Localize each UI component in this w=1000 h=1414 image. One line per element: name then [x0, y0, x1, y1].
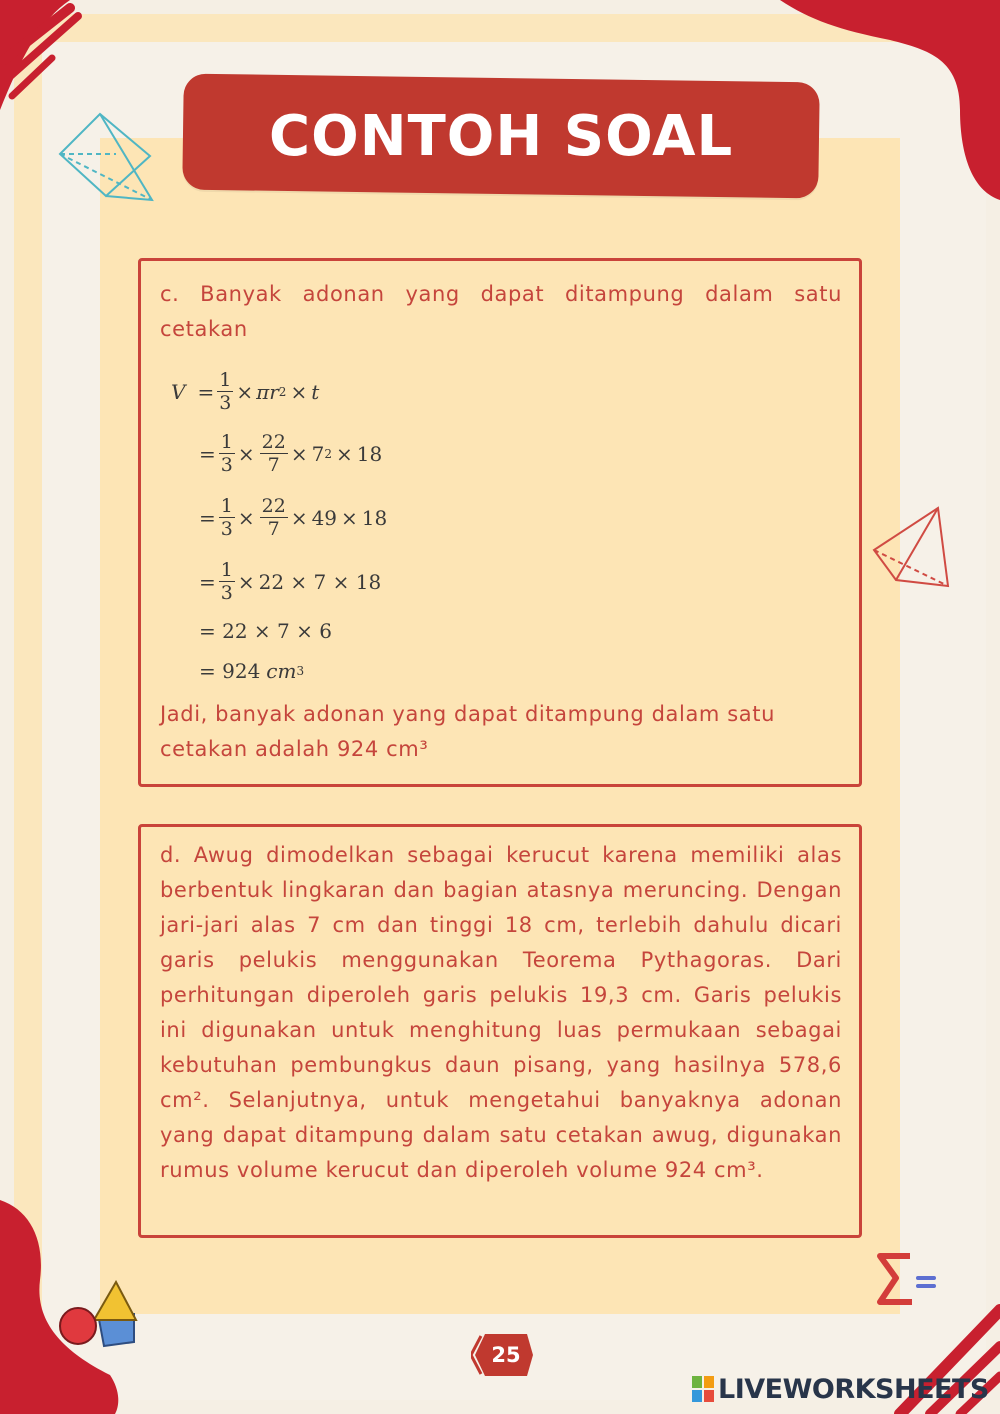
liveworksheets-brand — [692, 1372, 989, 1406]
example-d-text: d. Awug dimodelkan sebagai kerucut karena memiliki alas berbentuk lingkaran dan bagian atasnya meruncing. Dengan jari-jari alas 7 cm dan tinggi 18 cm, terlebih dahulu dicari garis pelukis menggunakan Teorema Pythagoras. Dari perhitungan diperoleh garis pelukis 19,3 cm. Garis pelukis ini digunakan untuk menghitung luas permukaan sebagai kebutuhan pembungkus daun pisang, yang hasilnya 578,6 cm². Selanjutnya, untuk mengetahui banyaknya adonan yang dapat ditampung dalam satu cetakan awug, digunakan rumus volume kerucut dan diperoleh volume 924 cm³. — [160, 843, 842, 1182]
brand-text: LIVEWORKSHEETS — [718, 1373, 989, 1405]
example-c-question: c. Banyak adonan yang dapat ditampung dalam satu cetakan — [160, 282, 842, 341]
fraction-one-third: $\frac{1}{3}$ — [219, 369, 232, 414]
liveworksheets-logo-icon — [692, 1376, 714, 1402]
sigma-icon — [874, 1252, 940, 1310]
title-banner — [182, 74, 820, 199]
equals: = — [197, 379, 215, 404]
formula-variable: V — [171, 379, 186, 404]
page-title: CONTOH SOAL — [268, 103, 734, 169]
pyramid-icon — [870, 504, 954, 590]
page-number: 25 — [491, 1343, 521, 1367]
example-d-box — [138, 824, 862, 1238]
formula-line-2: = $\frac{1}{3}$ × $\frac{22}{7}$ × 7 2 × 18 — [199, 431, 383, 476]
example-c-conclusion: Jadi, banyak adonan yang dapat ditampung dalam satu cetakan adalah 924 cm³ — [160, 702, 776, 761]
formula-line-1: V = $\frac{1}{3}$ × πr 2 × t — [171, 369, 320, 414]
formula-line-4: = $\frac{1}{3}$ × 22 × 7 × 18 — [199, 559, 382, 604]
formula-line-5: = 22 × 7 × 6 — [199, 619, 332, 643]
example-c-box — [138, 258, 862, 787]
shapes-icon — [56, 1280, 140, 1352]
formula-line-3: = $\frac{1}{3}$ × $\frac{22}{7}$ × 49 × 18 — [199, 495, 388, 540]
prism-icon — [56, 108, 160, 204]
formula-line-6: = 924 cm 3 — [199, 659, 305, 683]
